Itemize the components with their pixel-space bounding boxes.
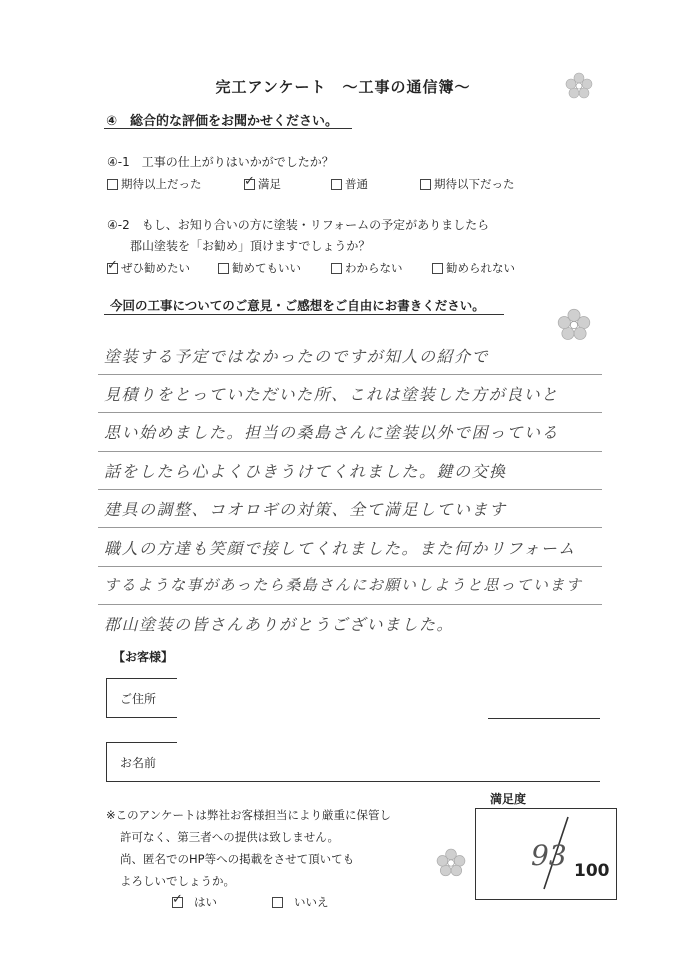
comment-line: するような事があったら桑島さんにお願いしようと思っています bbox=[104, 576, 583, 594]
question-2-label-line2: 郡山塗装を「お勧め」頂けますでしょうか？ bbox=[130, 239, 371, 253]
satisfaction-max: 100 bbox=[574, 861, 610, 881]
address-line[interactable] bbox=[488, 718, 600, 719]
publish-yes-option[interactable]: ✓ はい bbox=[172, 894, 217, 910]
comment-line: 塗装する予定ではなかったのですが知人の紹介で bbox=[104, 347, 490, 366]
q2-option-4[interactable]: 勧められない bbox=[432, 260, 515, 276]
flower-icon bbox=[436, 848, 466, 878]
comment-line: 郡山塗装の皆さんありがとうございました。 bbox=[104, 615, 455, 634]
ruled-line bbox=[98, 374, 602, 375]
comment-line: 職人の方達も笑顔で接してくれました。また何かリフォーム bbox=[104, 539, 576, 558]
ruled-line bbox=[98, 604, 602, 605]
checkbox-checked[interactable] bbox=[172, 897, 183, 908]
publish-no-option[interactable]: いいえ bbox=[272, 894, 329, 910]
checkbox[interactable] bbox=[107, 179, 118, 190]
comment-heading: 今回の工事についてのご意見・ご感想をご自由にお書きください。 bbox=[110, 298, 485, 313]
name-label: お名前 bbox=[120, 756, 157, 770]
section-underline bbox=[104, 128, 352, 129]
checkbox[interactable] bbox=[218, 263, 229, 274]
address-label: ご住所 bbox=[120, 692, 157, 706]
q1-option-1[interactable]: 期待以上だった bbox=[107, 176, 202, 192]
checkbox[interactable] bbox=[432, 263, 443, 274]
ruled-line bbox=[98, 489, 602, 490]
customer-label: 【お客様】 bbox=[113, 650, 174, 664]
satisfaction-score: 93 bbox=[531, 839, 567, 872]
ruled-line bbox=[98, 412, 602, 413]
comment-line: 思い始めました。担当の桑島さんに塗装以外で困っている bbox=[104, 423, 560, 442]
comment-line: 見積りをとっていただいた所、これは塗装した方が良いと bbox=[104, 385, 559, 404]
page-title: 完工アンケート ～工事の通信簿～ bbox=[215, 78, 471, 96]
checkbox[interactable] bbox=[331, 263, 342, 274]
comment-line: 建具の調整、コオロギの対策、全て満足しています bbox=[104, 500, 507, 519]
satisfaction-box bbox=[475, 808, 617, 900]
comment-underline bbox=[104, 314, 504, 315]
name-line[interactable] bbox=[176, 781, 600, 782]
q2-option-1[interactable]: ✓ ぜひ勧めたい bbox=[107, 260, 190, 276]
checkbox[interactable] bbox=[331, 179, 342, 190]
q1-option-4[interactable]: 期待以下だった bbox=[420, 176, 515, 192]
section-heading: ④ 総合的な評価をお聞かせください。 bbox=[106, 114, 339, 129]
note-line: 尚、匿名でのHP等への掲載をさせて頂いても bbox=[120, 852, 355, 866]
q2-option-3[interactable]: わからない bbox=[331, 260, 403, 276]
q1-option-2[interactable]: ✓ 満足 bbox=[244, 176, 281, 192]
checkbox-checked[interactable] bbox=[244, 179, 255, 190]
note-line: よろしいでしょうか。 bbox=[120, 874, 235, 888]
flower-icon bbox=[557, 308, 591, 342]
question-1-label: ④-1 工事の仕上がりはいかがでしたか？ bbox=[107, 155, 334, 169]
ruled-line bbox=[98, 566, 602, 567]
note-line: 許可なく、第三者への提供は致しません。 bbox=[120, 830, 339, 844]
checkbox-checked[interactable] bbox=[107, 263, 118, 274]
checkbox[interactable] bbox=[272, 897, 283, 908]
q1-option-3[interactable]: 普通 bbox=[331, 176, 368, 192]
ruled-line bbox=[98, 451, 602, 452]
note-line: ※このアンケートは弊社お客様担当により厳重に保管し bbox=[106, 808, 391, 822]
satisfaction-label: 満足度 bbox=[490, 792, 527, 806]
comment-line: 話をしたら心よくひきうけてくれました。鍵の交換 bbox=[104, 462, 507, 481]
question-2-label-line1: ④-2 もし、お知り合いの方に塗装・リフォームの予定がありましたら bbox=[107, 218, 490, 232]
checkbox[interactable] bbox=[420, 179, 431, 190]
q2-option-2[interactable]: 勧めてもいい bbox=[218, 260, 301, 276]
ruled-line bbox=[98, 527, 602, 528]
